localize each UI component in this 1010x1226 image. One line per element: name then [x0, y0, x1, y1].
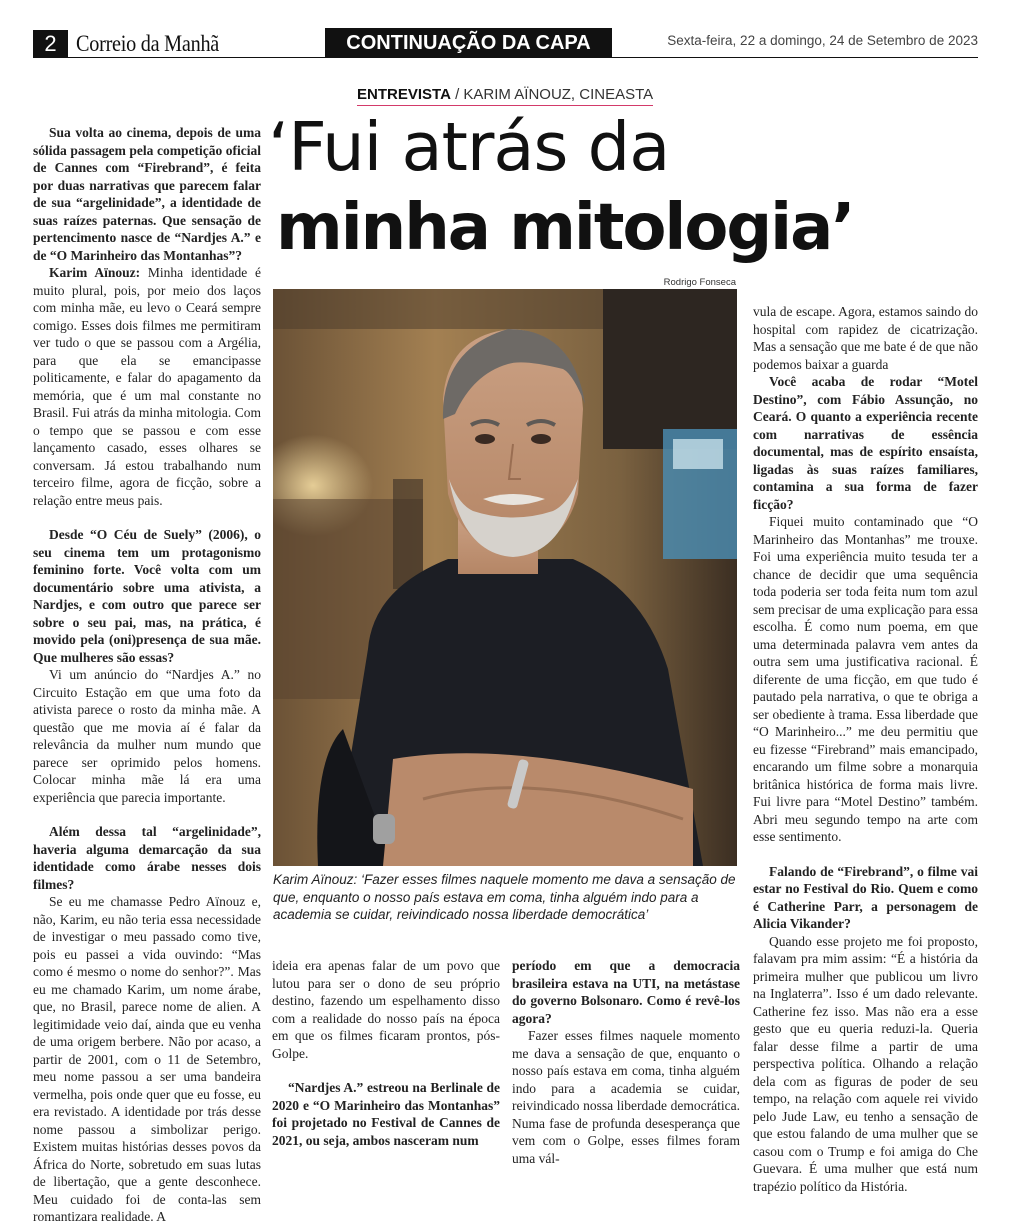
article-column-2 [272, 957, 500, 1149]
date-line: Sexta-feira, 22 a domingo, 24 de Setembro de 2023 [667, 33, 978, 48]
headline-line-2: minha mitologia’ [276, 191, 854, 265]
answer-4-continued: vula de escape. Agora, estamos saindo do hospital com rapidez de cicatrização. Mas a sensação que me bate é de que não podemos baixar a guarda [753, 304, 978, 372]
question-4: “Nardjes A.” estreou na Berlinale de 2020 e “O Marinheiro das Montanhas” foi projetado no Festival de Cannes de 2021, ou seja, ambos nasceram num [272, 1080, 500, 1148]
article-column-4 [753, 303, 978, 1195]
answer-1-text: Minha identidade é muito plural, pois, por meio dos laços com minha mãe, eu levo o Ceará sempre comigo. Esses dois filmes me permitiram ver tudo o que se passou com a Argélia, para que ela se emancipasse politicamente, e falar do apagamento da memória, que é um mal constante no Brasil. Fui atrás da minha mitologia. Com o tempo que se passou e com esse lançamento casado, esses olhares se conversam. Já estou trabalhando num terceiro filme, agora de ficção, sobre a relação entre meus pais. [33, 265, 262, 508]
question-4-continued: período em que a democracia brasileira estava na UTI, na metástase do governo Bolsonaro. Como é revê-los agora? [512, 958, 740, 1026]
section-title: CONTINUAÇÃO DA CAPA [325, 28, 612, 58]
kicker-separator: / [450, 86, 464, 103]
photo-caption: Karim Aïnouz: ‘Fazer esses filmes naquele momento me dava a sensação de que, enquanto o nosso país estava em coma, tinha alguém indo para a academia se cuidar, reivindicado nossa liberdade democrática’ [273, 872, 736, 922]
photo-credit: Rodrigo Fonseca [663, 277, 736, 288]
answer-3-continued: ideia era apenas falar de um povo que lutou para ser o dono de seu próprio destino, fazendo um espelhamento disso com a realidade do nosso país na época em que os filmes ficaram prontos, pós-Golpe. [272, 958, 500, 1061]
article-column-1 [33, 124, 261, 1226]
page-header [33, 30, 978, 58]
question-6: Falando de “Firebrand”, o filme vai estar no Festival do Rio. Quem e como é Catherine Parr, a personagem de Alicia Vikander? [753, 863, 978, 931]
newspaper-name: Correio da Manhã [76, 31, 220, 56]
question-5: Você acaba de rodar “Motel Destino”, com Fábio Assunção, no Ceará. O quanto a experiência recente com narrativas de essência documental, mas de espírito ensaísta, ligadas às suas raízes familiares, contamina a sua forma de fazer ficção? [753, 374, 978, 512]
kicker-label: ENTREVISTA [357, 86, 451, 103]
answer-6: Quando esse projeto me foi proposto, falavam pra mim assim: “É a história da primeira mulher que publicou um livro na Inglaterra”. Isso é um dado relevante. Catherine fez isso. Mas não era a esse gesto que eu queria reduzi-la. Queria falar desse filme a partir de uma perspectiva política. Olhando a relação dela com as figuras de poder de seu tempo, na relação com aquele rei vivido pelo Jude Law, eu tenho a sensação de que estou falando de uma mulher que se casou com o Trump e foi amiga do Che Guevara. É uma mulher que está num trapézio político da História. [753, 933, 978, 1194]
answer-2: Vi um anúncio do “Nardjes A.” no Circuito Estação em que uma foto da ativista parece o rosto da minha mãe. A questão que me movia aí é falar da relevância da mulher num mundo que parece ser oprimido pelos homens. Colocar minha mãe lá era uma experiência que parecia importante. [33, 667, 261, 805]
question-3: Além dessa tal “argelinidade”, haveria alguma demarcação da sua identidade como árabe nesses dois filmes? [33, 824, 261, 892]
article-column-3 [512, 957, 740, 1167]
speaker-label: Karim Aïnouz: [49, 265, 141, 280]
headline-line-1: ‘Fui atrás da [268, 108, 670, 186]
answer-1 [33, 264, 261, 509]
portrait-illustration [273, 289, 737, 866]
answer-4: Fazer esses filmes naquele momento me dava a sensação de que, enquanto o nosso país estava em coma, tinha alguém indo para a academia se cuidar, reivindicado nossa liberdade democrática. Numa fase de profunda desesperança que vem com o Golpe, esses filmes foram uma vál- [512, 1028, 740, 1166]
answer-3: Se eu me chamasse Pedro Aïnouz e, não, Karim, eu não teria essa necessidade de investigar o meu passado como tive, pois eu passei a vida ouvindo: “Mas como é mesmo o nome do senhor?”. Mas eu me chamado Karim, um nome árabe, que, no Brasil, parece nome de alien. A legitimidade veio daí, ainda que eu venha de uma origem berbere. Não por acaso, a partir de 2001, com o 11 de Setembro, meu nome passou a ser uma bandeira vermelha, pois onde quer que eu fosse, eu era revistado. A identidade por trás desse nome passou a simbolizar perigo. Existem muitas histórias desses povos da África do Norte, sobretudo em suas lutas de libertação, que a gente desconhece. Meu cuidado foi de conta-las sem romantizara realidade. A [33, 894, 261, 1224]
kicker-subject: KARIM AÏNOUZ, CINEASTA [463, 86, 654, 103]
question-1: Sua volta ao cinema, depois de uma sólida passagem pela competição oficial de Cannes com “Firebrand”, é feita por duas narrativas que parecem falar de sua “argelinidade”, a identidade de suas raízes paternas. Que sensação de pertencimento nasce de “Nardjes A.” e de “O Marinheiro das Montanhas”? [33, 125, 261, 263]
answer-5: Fiquei muito contaminado que “O Marinheiro das Montanhas” me trouxe. Foi uma experiência muito tesuda ter a chance de decidir que uma sequência toda poderia ser toda feita num tom azul sem precisar de uma explicação para essa escolha. É como num poema, em que uma determinada palavra vem antes da outra sem uma justificativa racional. É diferente de uma ficção, em que tudo é pautado pela narrativa, o que te obriga a ser obediente à trama. Essa liberdade que “O Marinheiro...” me deu permitiu que eu fizesse “Firebrand” mais emancipado, encarando um filme sobre a monarquia britânica histórica de forma mais livre. Fui livre para “Motel Destino” também. Abri meu segundo tempo na arte com esse sentimento. [753, 514, 978, 844]
question-2: Desde “O Céu de Suely” (2006), o seu cinema tem um protagonismo feminino forte. Você volta com um documentário sobre uma ativista, a Nardjes, e com outro que parece ser sobre o seu pai, mas, na prática, é movido pela (oni)presença de sua mãe. Que mulheres são essas? [33, 527, 261, 665]
page-number: 2 [33, 30, 68, 57]
interview-photo [273, 289, 737, 866]
